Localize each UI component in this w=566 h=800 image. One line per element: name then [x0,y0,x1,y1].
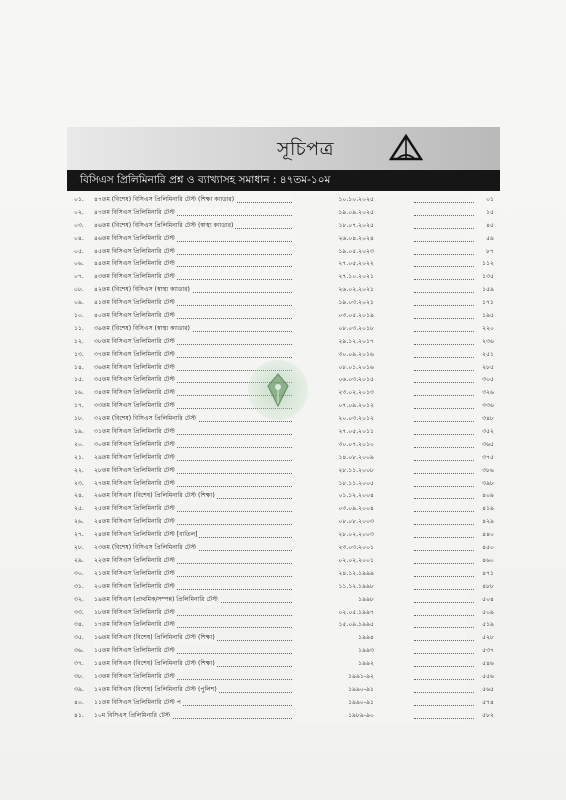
toc-entry-page: ৮৭ [486,247,494,255]
toc-entry-title: ১৯তম বিসিএস (প্রাথমিক/সম্পন্ন) প্রিলিমিনারি টেস্ট [94,594,220,607]
leader-gap [374,503,466,515]
toc-entry-number: ৩৬. [74,647,84,655]
toc-entry-number: ৩৫. [74,634,84,642]
dotted-leader-right [414,653,470,654]
toc-entry-number: ২৬. [74,518,84,526]
toc-entry-title: ৪১তম বিসিএস প্রিলিমিনারি টেস্ট [94,297,177,310]
toc-entry-number: ২৮. [74,544,84,552]
toc-entry-date: ২৪.১২.১৯৯৯ [292,568,374,581]
toc-entry-number: ০৫. [74,247,84,255]
toc-entry [74,233,494,246]
toc-entry-title: ৩৯তম (বিশেষ) বিসিএস (স্বাস্থ্য ক্যাডার) [94,323,192,336]
toc-entry-date: ১৯৯০-৯১ [292,684,374,697]
dotted-leader-right [414,292,470,293]
dotted-leader-right [414,434,470,435]
toc-entry-date: ১৯.০৫.২০২৩ [292,246,374,259]
leader-gap [374,529,466,541]
toc-entry-page: ৫৪৬ [482,660,494,668]
toc-entry [74,284,494,297]
toc-entry [74,568,494,581]
toc-entry-title: ৪৬তম বিসিএস প্রিলিমিনারি টেস্ট [94,233,177,246]
toc-entry-number: ২৪. [74,492,84,500]
dotted-leader-right [414,537,470,538]
toc-entry-page: ২২০ [482,324,494,332]
toc-entry-title: ২৮তম বিসিএস প্রিলিমিনারি টেস্ট [94,465,177,478]
toc-entry-number: ৩১. [74,582,84,590]
toc-entry-page: ৪২৯ [482,518,494,526]
dotted-leader-right [414,279,470,280]
toc-entry-date: ১০.১০.২০২৫ [292,194,374,207]
toc-entry-number: ০১. [74,196,84,203]
toc-entry-number: ২৫. [74,505,84,513]
toc-entry-date: ১৯৯৮ [292,594,374,607]
toc-entry-title: ৩৬তম বিসিএস প্রিলিমিনারি টেস্ট [94,362,177,375]
toc-entry-page: ২৮৫ [482,363,494,371]
toc-entry-title: ৪৪তম বিসিএস প্রিলিমিনারি টেস্ট [94,258,177,271]
toc-entry-number: ৩৩. [74,608,84,616]
toc-entry-page: ৪৭১ [482,569,494,577]
dotted-leader-right [414,202,470,203]
leader-gap [374,465,466,477]
toc-entry-title: ৪৬তম (বিশেষ) বিসিএস প্রিলিমিনারি টেস্ট (স্বাস্থ্য ক্যাডার) [94,220,235,233]
toc-entry-number: ৩৯. [74,685,84,693]
dotted-leader-right [414,473,470,474]
toc-entry-title: ২১তম বিসিএস প্রিলিমিনারি টেস্ট [94,568,177,581]
toc-entry-number: ২৭. [74,531,84,539]
toc-entry-title: ২৪তম বিসিএস প্রিলিমিনারি টেস্ট [বাতিল] [94,529,199,542]
toc-entry-number: ৪১. [74,711,84,719]
toc-entry-title: ৩৪তম বিসিএস প্রিলিমিনারি টেস্ট [94,387,177,400]
toc-entry-date: ০১.১২.২০০৪ [292,490,374,503]
toc-entry-date: ২৬.০২.২০২১ [292,284,374,297]
toc-entry-page: ৪৮৮ [482,582,494,590]
leader-gap [374,233,466,245]
toc-entry-page: ৫৬৫ [482,685,494,693]
toc-entry-title: ৩৫তম বিসিএস প্রিলিমিনারি টেস্ট [94,374,177,387]
toc-entry-title: ২৫তম বিসিএস প্রিলিমিনারি টেস্ট [94,503,177,516]
dotted-leader-right [414,241,470,242]
toc-entry-number: ১৫. [74,376,84,384]
toc-entry-number: ৪০. [74,698,84,706]
dotted-leader-right [414,679,470,680]
toc-entry-page: ১৯৫ [482,312,494,320]
dotted-leader-right [414,589,470,590]
leader-gap [374,710,466,722]
toc-entry-page: ১৫৯ [482,286,494,294]
toc-entry-title: ২৬তম বিসিএস (বিশেষ) প্রিলিমিনারি টেস্ট (শিক্ষা) [94,490,217,503]
toc-entry-page: ৩৮৬ [482,466,494,474]
toc-entry-page: ১৩৫ [482,273,494,281]
toc-entry-number: ৩৭. [74,660,84,668]
toc-entry-page: ১১২ [482,260,494,268]
toc-entry-date: ২৩.০৩.২০০১ [292,542,374,555]
toc-entry-page: ৫৯ [486,234,494,242]
toc-entry-title: ১৮তম বিসিএস প্রিলিমিনারি টেস্ট [94,607,177,620]
leader-gap [374,568,466,580]
toc-entry-page: ২৫১ [482,350,494,358]
toc-entry [74,258,494,271]
toc-entry-date: ১৯.০৯.২০২৫ [292,207,374,220]
toc-entry-number: ০৪. [74,234,84,242]
toc-entry-page: ৫৫৬ [482,672,494,680]
toc-entry [74,503,494,516]
toc-entry-date: ৩০.০৭.২০১০ [292,439,374,452]
toc-entry-page: ৩৪৮ [482,415,494,423]
toc-entry-date: ০৮.০৮.২০০৩ [292,516,374,529]
toc-entry [74,632,494,645]
toc-entry-date: ২৬.০৪.২০২৪ [292,233,374,246]
leader-gap [374,619,466,631]
toc-entry-page: ৩০৫ [482,376,494,384]
dotted-leader-right [414,615,470,616]
toc-entry-number: ১৩. [74,350,84,358]
toc-entry-page: ৪০৯ [482,492,494,500]
toc-entry-number: ১৬. [74,389,84,397]
toc-entry [74,645,494,658]
leader-gap [374,671,466,683]
toc-entry-date: ০২.০২.২০০১ [292,555,374,568]
leader-gap [374,645,466,657]
dotted-leader-right [414,524,470,525]
toc-entry [74,323,494,336]
toc-entry-number: ১৯. [74,428,84,436]
toc-entry-title: ২৪তম বিসিএস প্রিলিমিনারি টেস্ট [94,516,177,529]
toc-entry-page: ৪৫০ [482,544,494,552]
toc-entry [74,207,494,220]
toc-entry [74,336,494,349]
toc-entry [74,297,494,310]
toc-entry-number: ০২. [74,208,84,216]
leader-gap [374,284,466,296]
dotted-leader-right [414,550,470,551]
toc-entry-title: ৩৩তম বিসিএস প্রিলিমিনারি টেস্ট [94,400,177,413]
toc-entry [74,594,494,607]
leader-gap [374,271,466,283]
dotted-leader-right [414,627,470,628]
toc-entry-title: ৪৩তম বিসিএস প্রিলিমিনারি টেস্ট [94,271,177,284]
leader-gap [374,555,466,567]
toc-entry [74,310,494,323]
toc-entry-date: ০৩.০৯.২০০৪ [292,503,374,516]
toc-entry-title: ১২তম বিসিএস (বিশেষ) প্রিলিমিনারি টেস্ট (পুলিশ) [94,684,219,697]
toc-entry-page: ৫৩৭ [482,647,494,655]
leader-gap [374,323,466,335]
toc-entry-title: ৪৫তম বিসিএস প্রিলিমিনারি টেস্ট [94,246,177,259]
leader-gap [374,310,466,322]
toc-entry [74,452,494,465]
leader-gap [374,220,466,232]
toc-entry [74,439,494,452]
toc-entry [74,710,494,723]
toc-entry-number: ১৮. [74,415,84,423]
toc-entry-date: ১৯৯৪ [292,632,374,645]
toc-entry-date: ২৩.০২.২০১৩ [292,387,374,400]
toc-entry [74,478,494,491]
toc-entry-date: ০২.০৫.১৯৯৭ [292,607,374,620]
toc-entry-date: ১৯৯২ [292,658,374,671]
toc-entry-date: ০৬.০৩.২০১৫ [292,374,374,387]
toc-entry-title: ৩২তম (বিশেষ) বিসিএস প্রিলিমিনারি টেস্ট [94,413,198,426]
leader-gap [374,697,466,709]
toc-entry-title: ১৩তম বিসিএস প্রিলিমিনারি টেস্ট [94,671,177,684]
leader-gap [374,336,466,348]
toc-entry [74,246,494,259]
toc-entry [74,607,494,620]
toc-entry-number: ২১. [74,453,84,461]
leader-gap [374,246,466,258]
leader-gap [374,362,466,374]
toc-entry-title: ১৫তম বিসিএস প্রিলিমিনারি টেস্ট [94,645,177,658]
dotted-leader-right [414,318,470,319]
toc-entry-page: ৫৭৪ [482,698,494,706]
toc-banner [67,127,500,170]
toc-entry-date: ২৭.০৫.২০১১ [292,426,374,439]
toc-entry [74,581,494,594]
toc-entry-title: ১১তম বিসিএস প্রিলিমিনারি টেস্ট প [94,697,183,710]
toc-entry-page: ৩৭৫ [482,453,494,461]
toc-entry [74,465,494,478]
toc-entry-date: ১৯৮৯-৯০ [292,710,374,723]
leader-gap [374,297,466,309]
toc-entry [74,516,494,529]
leader-gap [374,490,466,502]
dotted-leader-right [414,511,470,512]
toc-entry-title: ২০তম বিসিএস প্রিলিমিনারি টেস্ট [94,581,177,594]
dotted-leader-right [414,692,470,693]
watermark-seal [248,360,308,420]
toc-entry-date: ১৯৯৩ [292,645,374,658]
toc-entry-page: ৪৬০ [482,556,494,564]
toc-entry-date: ২৮.১১.২০০৮ [292,465,374,478]
toc-entry-page: ৩২৬ [482,389,494,397]
toc-entry-number: ০৮. [74,286,84,294]
toc-entry-number: ৩২. [74,595,84,603]
toc-entry-date: ১৪.০৮.২০০৯ [292,452,374,465]
toc-entry-page: ৫২৮ [482,634,494,642]
dotted-leader-right [414,460,470,461]
toc-entry-title: ২২তম বিসিএস প্রিলিমিনারি টেস্ট [94,555,177,568]
toc-entry-page: ৩৯৮ [482,479,494,487]
dotted-leader-right [414,718,470,719]
toc-entry [74,658,494,671]
dotted-leader-right [414,228,470,229]
leader-gap [374,684,466,696]
leader-gap [374,594,466,606]
table-of-contents [74,194,494,723]
dotted-leader-right [414,266,470,267]
toc-entry-title: ২৩তম (বিশেষ) বিসিএস প্রিলিমিনারি টেস্ট [94,542,198,555]
toc-entry-title: ৩৮তম বিসিএস প্রিলিমিনারি টেস্ট [94,336,177,349]
toc-entry-date: ১৯৯০-৯১ [292,697,374,710]
leader-gap [374,607,466,619]
leader-gap [374,581,466,593]
toc-entry-date: ২০.০৩.২০১২ [292,413,374,426]
toc-entry-date: ২৭.০৫.২০২২ [292,258,374,271]
pen-nib-icon [262,372,294,408]
toc-entry-number: ০৬. [74,260,84,268]
toc-entry-number: ৩০. [74,569,84,577]
toc-entry-page: ৪১৯ [482,505,494,513]
dotted-leader-right [414,486,470,487]
dotted-leader-right [414,640,470,641]
toc-entry-number: ০৭. [74,273,84,281]
leader-gap [374,258,466,270]
toc-entry-date: ৩০.০৯.২০১৬ [292,349,374,362]
toc-entry-title: ১৭তম বিসিএস প্রিলিমিনারি টেস্ট [94,619,177,632]
toc-entry-date: ১৮.১১.২০০৫ [292,478,374,491]
toc-entry-date: ১৯.০৩.২০২১ [292,297,374,310]
dotted-leader-right [414,447,470,448]
leader-gap [374,374,466,386]
toc-entry-date: ১৫.০৯.১৯৯৫ [292,619,374,632]
dotted-leader-right [414,331,470,332]
toc-entry [74,671,494,684]
leader-gap [374,439,466,451]
dotted-leader-right [414,705,470,706]
leader-gap [374,542,466,554]
leader-gap [374,658,466,670]
toc-entry [74,426,494,439]
dotted-leader-right [414,305,470,306]
toc-entry-number: ০৩. [74,221,84,229]
dotted-leader-right [414,408,470,409]
toc-entry-page: ৪৫ [486,221,494,229]
toc-entry-title: ২৭তম বিসিএস প্রিলিমিনারি টেস্ট [94,478,177,491]
dotted-leader-right [414,370,470,371]
toc-entry-title: ১০ম বিসিএস প্রিলিমিনারি টেস্ট [94,710,172,723]
toc-entry-number: ১১. [74,324,84,332]
toc-entry [74,220,494,233]
leader-gap [374,207,466,219]
toc-entry-number: ১২. [74,337,84,345]
leader-gap [374,632,466,644]
toc-entry-number: ৩৮. [74,672,84,680]
dotted-leader-right [414,382,470,383]
toc-entry-title: ১৬তম বিসিএস (বিশেষ) প্রিলিমিনারি টেস্ট (শিক্ষা) [94,632,217,645]
toc-entry-number: ২৯. [74,556,84,564]
dotted-leader-right [414,395,470,396]
toc-entry [74,542,494,555]
toc-entry-date: ০৮.০১.২০১৬ [292,362,374,375]
section-heading: বিসিএস প্রিলিমিনারি প্রশ্ন ও ব্যাখ্যাসহ সমাধান : ৪৭তম-১০ম [67,170,500,191]
page-title: সূচিপত্র [277,138,335,160]
leader-gap [374,400,466,412]
toc-entry-number: ২০. [74,440,84,448]
toc-entry-page: ৩৬৫ [482,440,494,448]
toc-entry-page: ৫০৪ [482,595,494,603]
leader-gap [374,194,466,206]
leader-gap [374,478,466,490]
leader-gap [374,516,466,528]
dotted-leader-right [414,563,470,564]
toc-entry-date: ০৩.০৫.২০১৯ [292,310,374,323]
toc-entry [74,684,494,697]
dotted-leader-right [414,498,470,499]
dotted-leader-right [414,254,470,255]
toc-entry-title: ১৪তম বিসিএস (বিশেষ) প্রিলিমিনারি টেস্ট (শিক্ষা) [94,658,217,671]
toc-entry [74,490,494,503]
toc-entry [74,697,494,710]
toc-entry-number: ২২. [74,466,84,474]
toc-entry-date: ২৯.১২.২০১৭ [292,336,374,349]
toc-entry-number: ৩৪. [74,621,84,629]
leader-gap [374,452,466,464]
toc-entry-date: ১১.১২.১৯৯৮ [292,581,374,594]
leader-gap [374,413,466,425]
toc-entry-date: ১৮.০৭.২০২৫ [292,220,374,233]
toc-entry-number: ১৭. [74,402,84,410]
toc-entry-page: ০১ [486,196,494,203]
toc-entry [74,619,494,632]
toc-entry-page: ৪৪০ [482,531,494,539]
toc-entry-page: ১৫ [486,208,494,216]
toc-entry-date: ০৭.০৯.২০১২ [292,400,374,413]
toc-entry-title: ৩৭তম বিসিএস প্রিলিমিনারি টেস্ট [94,349,177,362]
leader-gap [374,426,466,438]
toc-entry [74,271,494,284]
toc-entry-number: ০৯. [74,299,84,307]
toc-entry-page: ১৭১ [482,299,494,307]
toc-entry-title: ৪২তম (বিশেষ) বিসিএস (স্বাস্থ্য ক্যাডার) [94,284,192,297]
toc-entry-title: ৪৭তম (বিশেষ) বিসিএস প্রিলিমিনারি টেস্ট (শিক্ষা ক্যাডার) [94,194,236,207]
toc-entry-number: ১০. [74,312,84,320]
toc-entry-page: ৫০৯ [482,608,494,616]
open-book-logo-icon [389,133,423,163]
toc-entry-title: ৩০তম বিসিএস প্রিলিমিনারি টেস্ট [94,439,177,452]
toc-entry-title: ৪০তম বিসিএস প্রিলিমিনারি টেস্ট [94,310,177,323]
toc-entry [74,555,494,568]
dotted-leader-right [414,576,470,577]
toc-entry-page: ৩৩৬ [482,402,494,410]
toc-entry-page: ৫৮২ [482,711,494,719]
toc-entry-date: ০৮.০৩.২০১৮ [292,323,374,336]
dotted-leader-right [414,602,470,603]
toc-entry-page: ৫১৯ [482,621,494,629]
dotted-leader-right [414,666,470,667]
toc-entry-title: ২৯তম বিসিএস প্রিলিমিনারি টেস্ট [94,452,177,465]
toc-entry-date: ১৯৯১-৯২ [292,671,374,684]
toc-entry [74,194,494,207]
toc-entry-title: ৩১তম বিসিএস প্রিলিমিনারি টেস্ট [94,426,177,439]
dotted-leader-right [414,421,470,422]
toc-entry-date: ২৭.১০.২০২১ [292,271,374,284]
toc-entry-number: ২৩. [74,479,84,487]
toc-entry-title: ৪৭তম বিসিএস প্রিলিমিনারি টেস্ট [94,207,177,220]
dotted-leader-right [414,344,470,345]
leader-gap [374,349,466,361]
toc-entry-number: ১৪. [74,363,84,371]
toc-entry-page: ৩৫২ [482,428,494,436]
toc-entry [74,529,494,542]
dotted-leader-right [414,357,470,358]
toc-entry-page: ২৩৬ [482,337,494,345]
leader-gap [374,387,466,399]
toc-entry-date: ২৮.০২.২০০৩ [292,529,374,542]
dotted-leader-right [414,215,470,216]
